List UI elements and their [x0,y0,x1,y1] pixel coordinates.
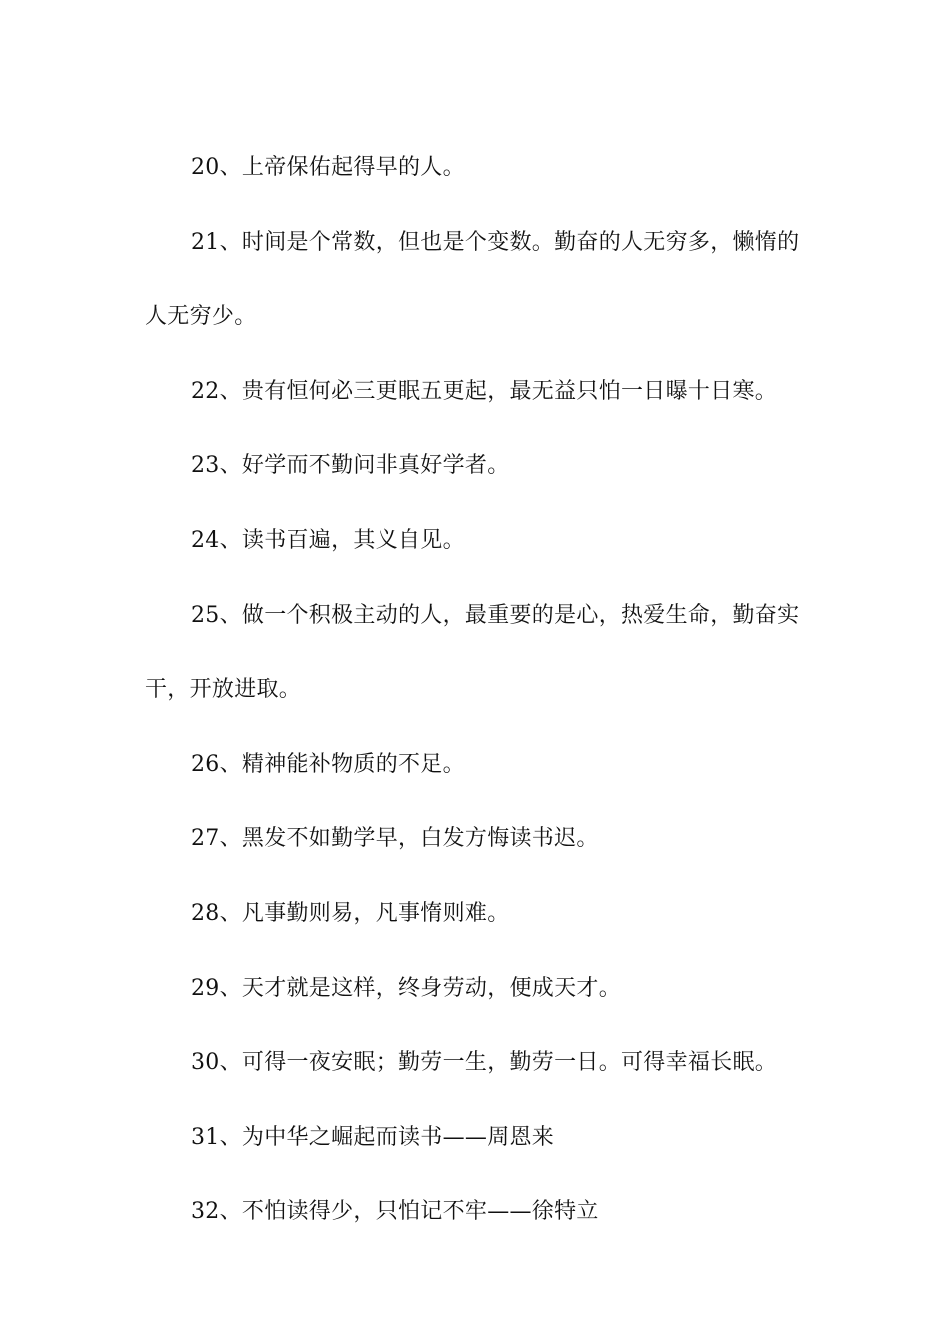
paragraph-23: 23、好学而不勤问非真好学者。 [191,453,510,479]
paragraph-22: 22、贵有恒何必三更眠五更起，最无益只怕一日曝十日寒。 [191,378,778,404]
document-body [145,131,810,1250]
paragraph-20: 20、上帝保佑起得早的人。 [191,155,465,180]
paragraph-29: 29、天才就是这样，终身劳动，便成天才。 [191,975,621,1001]
paragraph-21: 21、时间是个常数，但也是个变数。勤奋的人无穷多，懒惰的人无穷少。 [145,229,800,330]
paragraph-27: 27、黑发不如勤学早，白发方悔读书迟。 [191,826,599,852]
paragraph-24: 24、读书百遍，其义自见。 [191,527,465,553]
paragraph-28: 28、凡事勤则易，凡事惰则难。 [191,900,510,926]
paragraph-30: 30、可得一夜安眠；勤劳一生，勤劳一日。可得幸福长眠。 [191,1050,778,1076]
paragraph-32: 32、不怕读得少，只怕记不牢——徐特立 [191,1199,599,1225]
paragraph-26: 26、精神能补物质的不足。 [191,751,465,777]
paragraph-31: 31、为中华之崛起而读书——周恩来 [191,1124,555,1150]
paragraph-25: 25、做一个积极主动的人，最重要的是心，热爱生命，勤奋实干，开放进取。 [145,602,800,703]
